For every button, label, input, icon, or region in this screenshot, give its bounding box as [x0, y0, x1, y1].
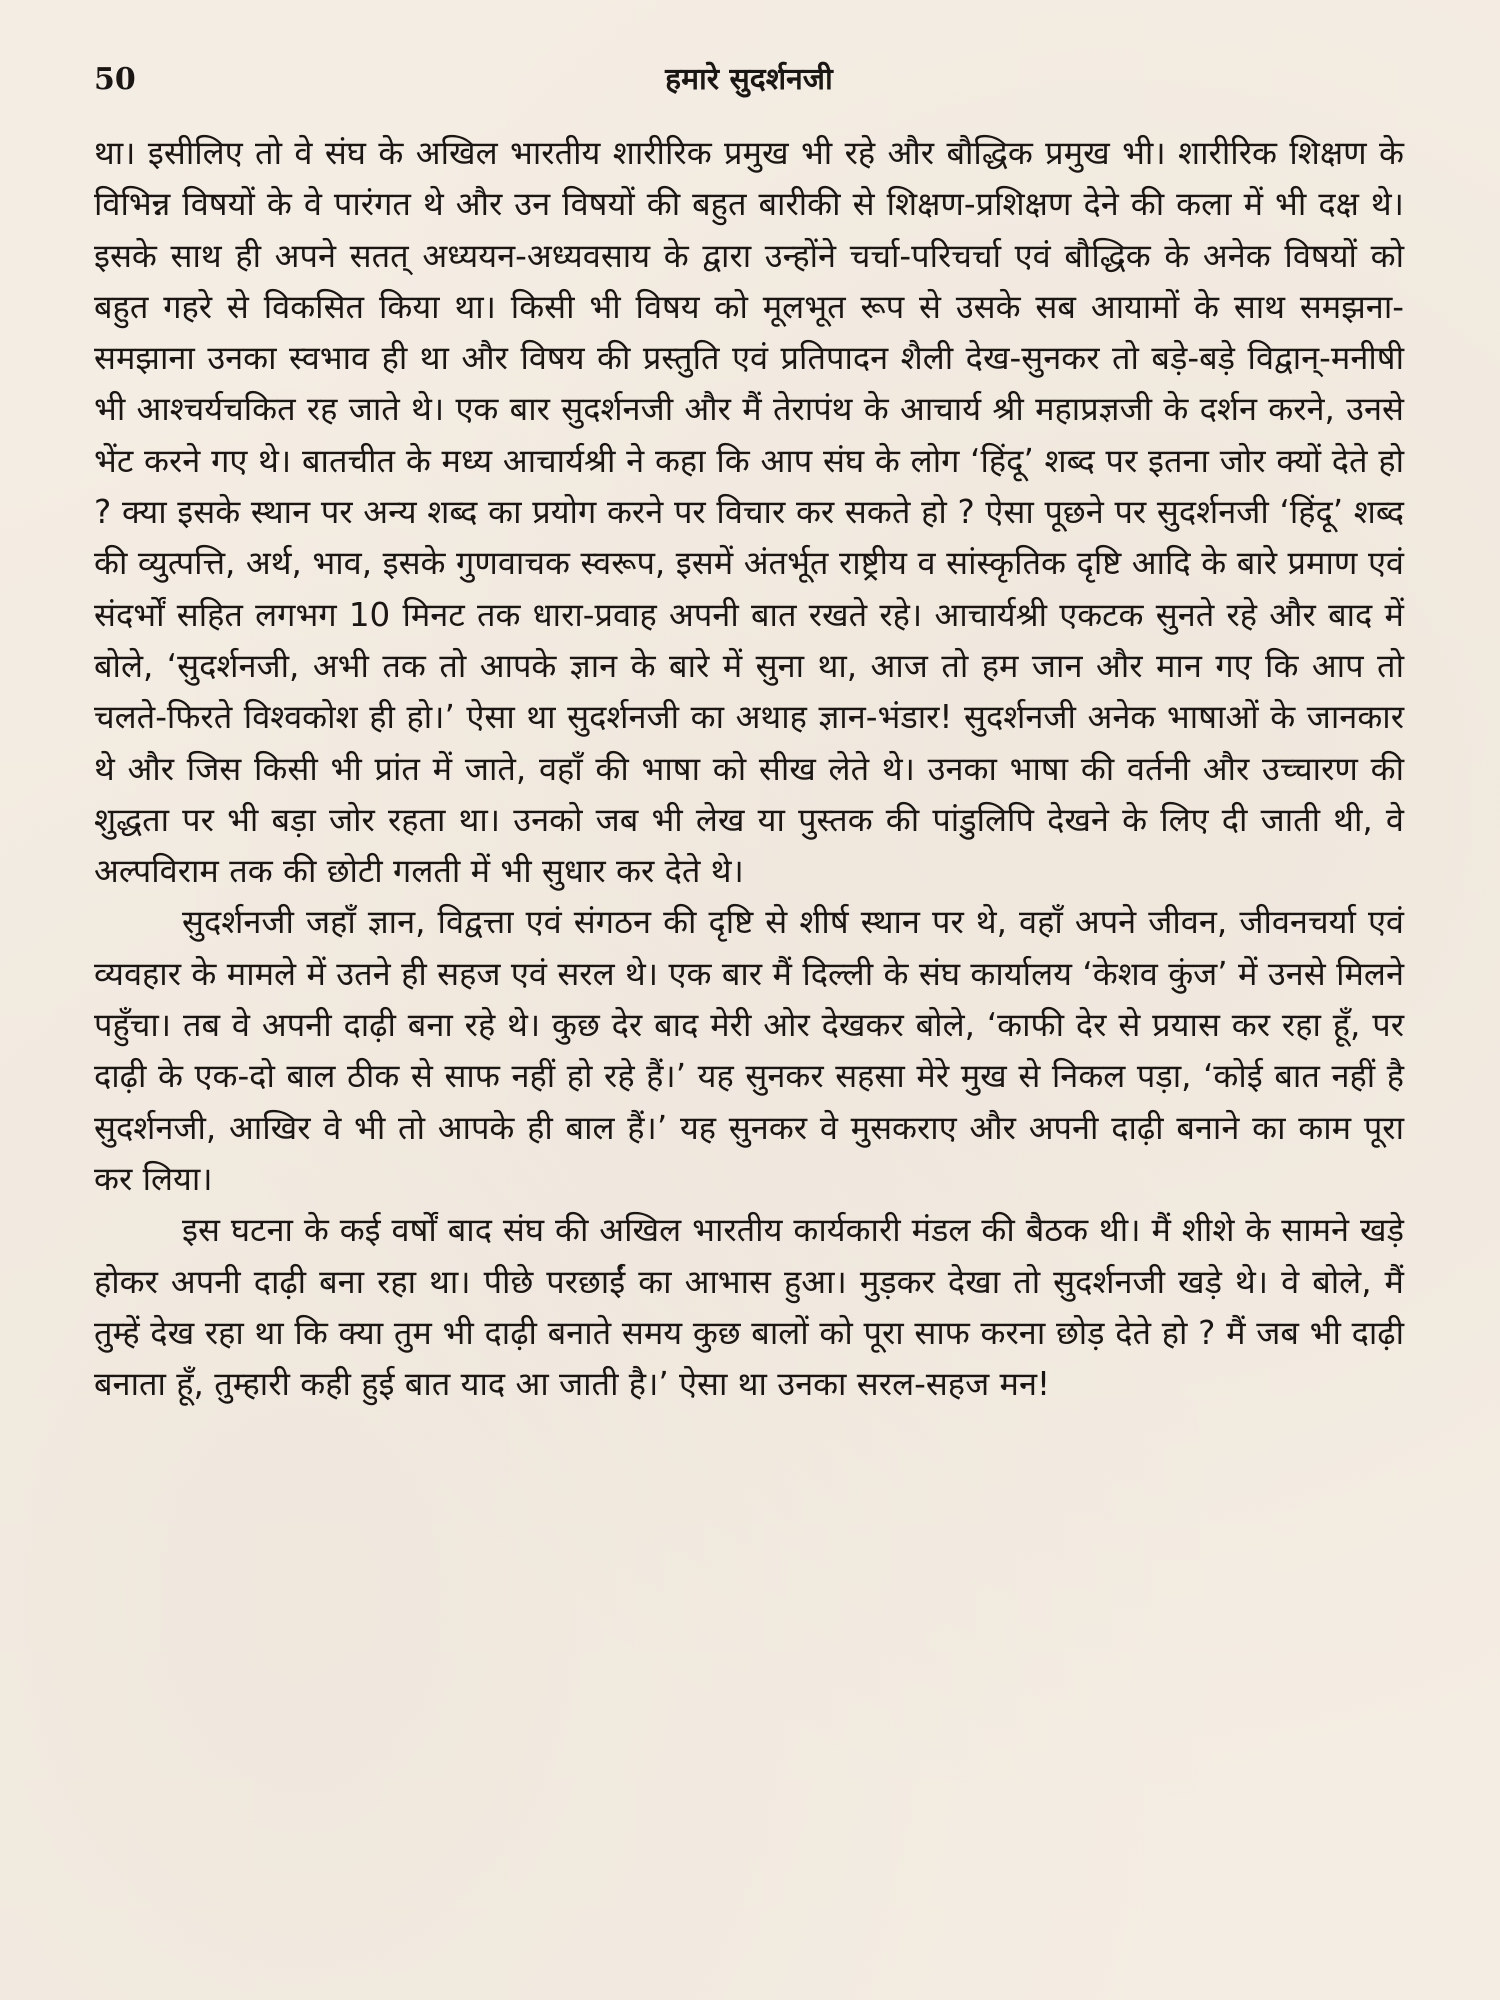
book-title: हमारे सुदर्शनजी: [665, 62, 833, 97]
paragraph: सुदर्शनजी जहाँ ज्ञान, विद्वत्ता एवं संगठन की दृष्टि से शीर्ष स्थान पर थे, वहाँ अपने जीवन, जीवनचर्या एवं व्यवहार के मामले में उतने ही सहज एवं सरल थे। एक बार मैं दिल्ली के संघ कार्यालय ‘केशव कुंज’ में उनसे मिलने पहुँचा। तब वे अपनी दाढ़ी बना रहे थे। कुछ देर बाद मेरी ओर देखकर बोले, ‘काफी देर से प्रयास कर रहा हूँ, पर दाढ़ी के एक-दो बाल ठीक से साफ नहीं हो रहे हैं।’ यह सुनकर सहसा मेरे मुख से निकल पड़ा, ‘कोई बात नहीं है सुदर्शनजी, आखिर वे भी तो आपके ही बाल हैं।’ यह सुनकर वे मुसकराए और अपनी दाढ़ी बनाने का काम पूरा कर लिया।: [94, 903, 1404, 1198]
running-header: [94, 60, 1404, 110]
paragraph: था। इसीलिए तो वे संघ के अखिल भारतीय शारीरिक प्रमुख भी रहे और बौद्धिक प्रमुख भी। शारीरिक शिक्षण के विभिन्न विषयों के वे पारंगत थे और उन विषयों की बहुत बारीकी से शिक्षण-प्रशिक्षण देने की कला में भी दक्ष थे। इसके साथ ही अपने सतत् अध्ययन-अध्यवसाय के द्वारा उन्होंने चर्चा-परिचर्चा एवं बौद्धिक के अनेक विषयों को बहुत गहरे से विकसित किया था। किसी भी विषय को मूलभूत रूप से उसके सब आयामों के साथ समझना-समझाना उनका स्वभाव ही था और विषय की प्रस्तुति एवं प्रतिपादन शैली देख-सुनकर तो बड़े-बड़े विद्वान्-मनीषी भी आश्चर्यचकित रह जाते थे। एक बार सुदर्शनजी और मैं तेरापंथ के आचार्य श्री महाप्रज्ञजी के दर्शन करने, उनसे भेंट करने गए थे। बातचीत के मध्य आचार्यश्री ने कहा कि आप संघ के लोग ‘हिंदू’ शब्द पर इतना जोर क्यों देते हो ? क्या इसके स्थान पर अन्य शब्द का प्रयोग करने पर विचार कर सकते हो ? ऐसा पूछने पर सुदर्शनजी ‘हिंदू’ शब्द की व्युत्पत्ति, अर्थ, भाव, इसके गुणवाचक स्वरूप, इसमें अंतर्भूत राष्ट्रीय व सांस्कृतिक दृष्टि आदि के बारे प्रमाण एवं संदर्भों सहित लगभग 10 मिनट तक धारा-प्रवाह अपनी बात रखते रहे। आचार्यश्री एकटक सुनते रहे और बाद में बोले, ‘सुदर्शनजी, अभी तक तो आपके ज्ञान के बारे में सुना था, आज तो हम जान और मान गए कि आप तो चलते-फिरते विश्वकोश ही हो।’ ऐसा था सुदर्शनजी का अथाह ज्ञान-भंडार! सुदर्शनजी अनेक भाषाओं के जानकार थे और जिस किसी भी प्रांत में जाते, वहाँ की भाषा को सीख लेते थे। उनका भाषा की वर्तनी और उच्चारण की शुद्धता पर भी बड़ा जोर रहता था। उनको जब भी लेख या पुस्तक की पांडुलिपि देखने के लिए दी जाती थी, वे अल्पविराम तक की छोटी गलती में भी सुधार कर देते थे।: [94, 134, 1404, 891]
page-number: 50: [94, 62, 136, 97]
paragraph: इस घटना के कई वर्षों बाद संघ की अखिल भारतीय कार्यकारी मंडल की बैठक थी। मैं शीशे के सामने खड़े होकर अपनी दाढ़ी बना रहा था। पीछे परछाईं का आभास हुआ। मुड़कर देखा तो सुदर्शनजी खड़े थे। वे बोले, मैं तुम्हें देख रहा था कि क्या तुम भी दाढ़ी बनाते समय कुछ बालों को पूरा साफ करना छोड़ देते हो ? मैं जब भी दाढ़ी बनाता हूँ, तुम्हारी कही हुई बात याद आ जाती है।’ ऐसा था उनका सरल-सहज मन!: [94, 1211, 1404, 1404]
body-text: [94, 128, 1404, 1410]
